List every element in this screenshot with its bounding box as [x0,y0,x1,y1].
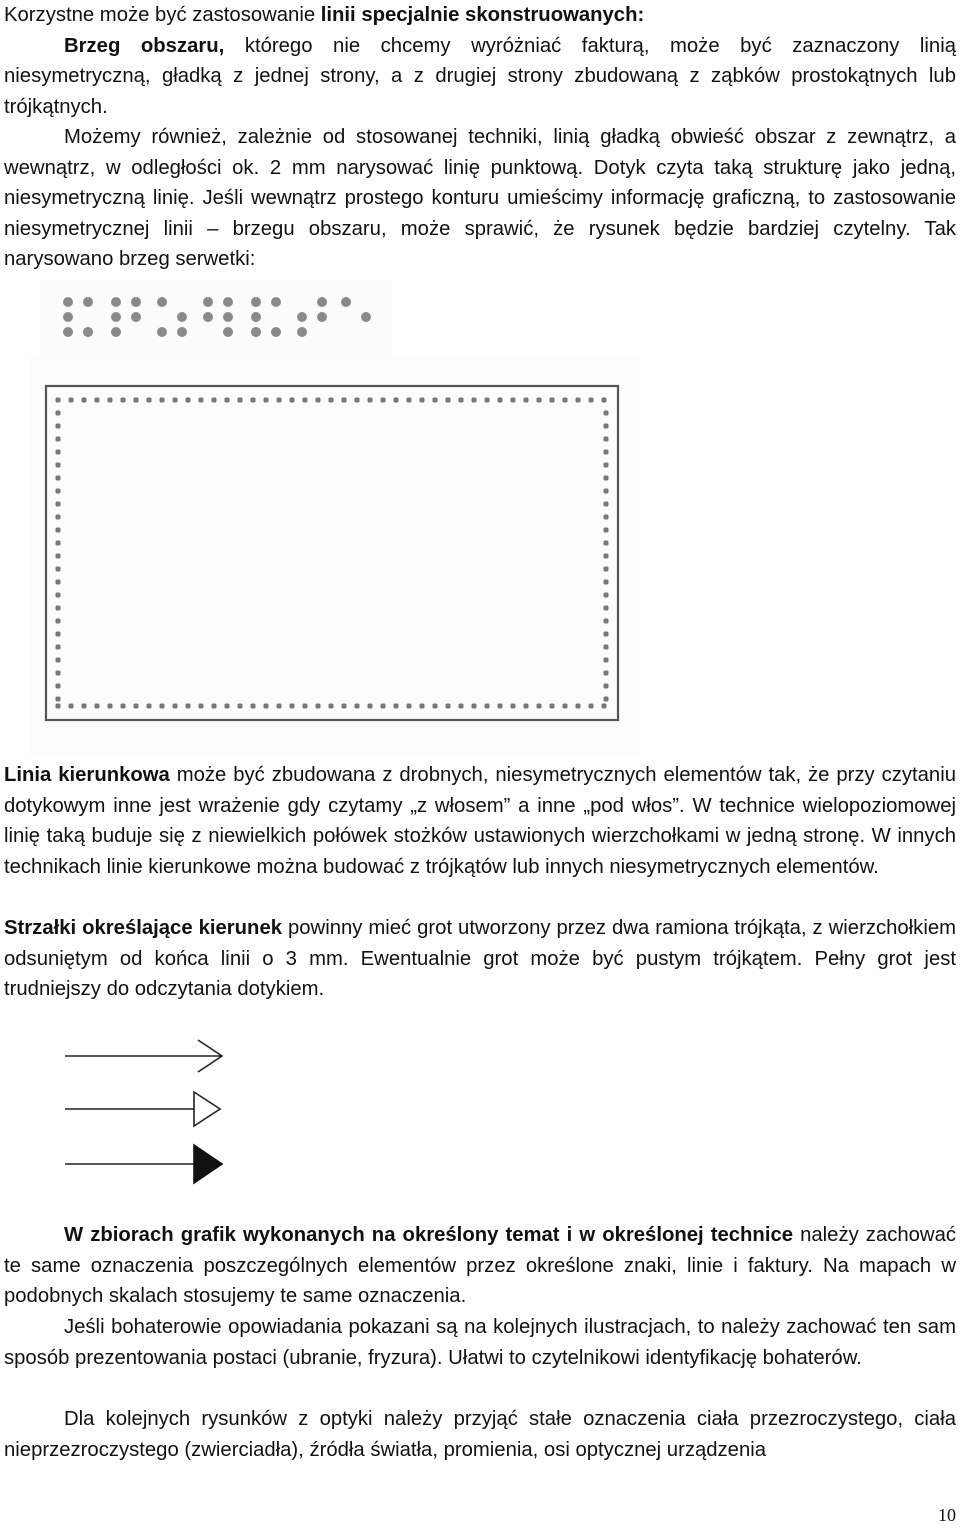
napkin-dot [56,567,61,572]
napkin-dot [264,398,269,403]
napkin-dot [589,398,594,403]
napkin-dot [485,398,490,403]
napkin-dot [550,704,555,709]
napkin-dot [56,463,61,468]
braille-dot [177,327,187,337]
napkin-dot [604,502,609,507]
direction-line-bold: Linia kierunkowa [4,764,170,786]
braille-dot [271,297,281,307]
dotted-line-text: Możemy również, zależnie od stosowanej techniki, linią gładką obwieść obszar z zewnątrz, a wewnątrz, w odległości ok. 2 mm narysować linię punktową. Dotyk czyta taką strukturę jako jedną, niesymetryczną linię. Jeśli wewnątrz prostego konturu umieścimy informację graficzną, to zastosowanie niesymetrycznej linii – brzegu obszaru, może sprawić, że rysunek będzie bardziej czytelny. Tak narysowano brzeg serwetki: [4,126,956,271]
arrows-bold: Strzałki określające kierunek [4,917,283,939]
arrows-text: powinny mieć grot utworzony przez dwa ramiona trójkąta, z wierzchołkiem odsuniętym od końca linii o 3 mm. Ewentualnie grot może być pustym trójkątem. Pełny grot jest trudniejszy do odczytania dotykiem. [4,917,957,1001]
braille-dot [157,327,167,337]
area-edge-bold: Brzeg obszaru, [64,34,225,57]
napkin-dot [511,398,516,403]
intro-line [4,0,956,31]
braille-dot [317,297,327,307]
napkin-dot [56,554,61,559]
napkin-dot [56,411,61,416]
napkin-dot [576,398,581,403]
arrow-hollow-triangle-icon [65,1092,220,1126]
braille-dot [361,312,371,322]
napkin-outer-line [46,386,618,720]
napkin-dot [485,704,490,709]
napkin-dot [238,704,243,709]
napkin-dot [56,697,61,702]
napkin-dot [69,398,74,403]
braille-dot [203,312,213,322]
napkin-dot [602,704,607,709]
paragraph-dotted-line [4,122,956,275]
paragraph-area-edge [4,31,956,123]
paragraph-arrows [4,913,956,1005]
braille-dot [111,297,121,307]
napkin-dot [290,398,295,403]
napkin-dot [56,671,61,676]
napkin-dot [604,645,609,650]
napkin-dot [604,476,609,481]
napkin-dot [56,489,61,494]
braille-dot [341,297,351,307]
napkin-dot [604,593,609,598]
napkin-dot [108,704,113,709]
napkin-dot [316,704,321,709]
napkin-dot [563,398,568,403]
braille-dot [223,327,233,337]
napkin-dot [604,671,609,676]
napkin-dot [472,704,477,709]
napkin-dot [199,704,204,709]
braille-dot [271,327,281,337]
napkin-dot [604,515,609,520]
napkin-dot [604,411,609,416]
napkin-dot [56,450,61,455]
napkin-border-image [30,356,640,756]
napkin-dot [82,704,87,709]
napkin-dot [173,704,178,709]
napkin-dot [56,515,61,520]
napkin-dot [420,398,425,403]
napkin-dot [56,398,61,403]
napkin-dot [56,593,61,598]
braille-dot [63,327,73,337]
napkin-dot [69,704,74,709]
napkin-dot [277,704,282,709]
napkin-dot [160,398,165,403]
napkin-dot [56,684,61,689]
napkin-dot [160,704,165,709]
napkin-dot [329,704,334,709]
braille-dot [251,312,261,322]
napkin-dot [108,398,113,403]
napkin-dot [604,554,609,559]
arrow-examples-figure [60,1030,240,1195]
napkin-dot [524,398,529,403]
napkin-dot [563,704,568,709]
napkin-dot [604,463,609,468]
braille-dot [223,297,233,307]
napkin-dot [56,619,61,624]
braille-dot [317,312,327,322]
paragraph-direction-line [4,760,956,882]
napkin-dot [121,398,126,403]
paragraph-characters [4,1312,956,1373]
area-edge-text: którego nie chcemy wyróżniać fakturą, może być zaznaczony linią niesymetryczną, gładką z jednej strony, a z drugiej strony zbudowaną z ząbków prostokątnych lub trójkątnych. [4,34,956,118]
napkin-dot [604,658,609,663]
napkin-dot [394,398,399,403]
napkin-dot [604,437,609,442]
napkin-dot [524,704,529,709]
braille-dot [297,327,307,337]
napkin-dot [56,658,61,663]
napkin-dot [407,398,412,403]
napkin-dot [459,398,464,403]
napkin-dot [604,632,609,637]
napkin-dot [56,606,61,611]
napkin-dot [225,398,230,403]
napkin-dot [355,398,360,403]
napkin-dot [251,398,256,403]
napkin-dot [56,541,61,546]
braille-dot [131,297,141,307]
braille-dot [131,312,141,322]
braille-dot [297,312,307,322]
paragraph-consistency [4,1220,956,1312]
arrow-filled-triangle-icon [65,1145,222,1183]
napkin-dot [407,704,412,709]
napkin-dot [199,398,204,403]
napkin-dot [459,704,464,709]
napkin-dot [329,398,334,403]
napkin-dot [225,704,230,709]
napkin-dot [604,580,609,585]
characters-text: Jeśli bohaterowie opowiadania pokazani są na kolejnych ilustracjach, to należy zachować ten sam sposób prezentowania postaci (ubranie, fryzura). Ułatwi to czytelnikowi identyfikację bohaterów. [4,1316,956,1369]
napkin-dot [212,398,217,403]
napkin-dot [498,398,503,403]
napkin-dot [56,424,61,429]
napkin-dot [433,704,438,709]
napkin-dot [472,398,477,403]
braille-dot [83,297,93,307]
page-number: 10 [938,1505,956,1525]
napkin-dot [56,704,61,709]
napkin-dot [446,398,451,403]
napkin-dot [56,476,61,481]
napkin-dot [604,697,609,702]
braille-dot [157,297,167,307]
napkin-dot [604,541,609,546]
napkin-border [30,356,640,756]
napkin-dot [433,398,438,403]
napkin-dot [604,450,609,455]
napkin-dot [342,398,347,403]
arrow-examples [60,1030,240,1195]
napkin-dot [56,502,61,507]
napkin-dot [186,398,191,403]
braille-dot [111,327,121,337]
napkin-dot [173,398,178,403]
napkin-dot [277,398,282,403]
napkin-dot [303,398,308,403]
braille-dots [40,280,392,356]
direction-line-text: może być zbudowana z drobnych, niesymetrycznych elementów tak, że przy czytaniu dotykowym inne jest wrażenie gdy czytamy „z włosem” a inne „pod włos”. W technice wielopoziomowej linię taką buduje się z niewielkich połówek stożków ustawionych wierzchołkami w jedną stronę. W innych technikach linie kierunkowe można budować z trójkątów lub innych niesymetrycznych elementów. [4,764,956,878]
napkin-dot [604,684,609,689]
braille-dot [63,297,73,307]
napkin-dot [604,489,609,494]
consistency-bold: W zbiorach grafik wykonanych na określony temat i w określonej technice [64,1224,794,1246]
napkin-dot [589,704,594,709]
napkin-dot [264,704,269,709]
braille-dot [251,297,261,307]
napkin-dot [420,704,425,709]
napkin-dot [95,398,100,403]
napkin-dot [604,619,609,624]
napkin-dotted-line [56,398,609,709]
napkin-dot [316,398,321,403]
napkin-dot [121,704,126,709]
optics-text: Dla kolejnych rysunków z optyki należy przyjąć stałe oznaczenia ciała przezroczystego, ciała nieprzezroczystego (zwierciadła), źródła światła, promienia, osi optycznej urządzenia [4,1408,956,1461]
napkin-dot [394,704,399,709]
consistency-text: należy zachować te same oznaczenia poszczególnych elementów przez określone znaki, linie i faktury. Na mapach w podobnych skalach stosujemy te same oznaczenia. [4,1224,956,1308]
braille-dot [223,312,233,322]
intro-text: Korzystne może być zastosowanie [4,4,321,26]
braille-dot [203,297,213,307]
napkin-dot [238,398,243,403]
paragraph-optics [4,1404,956,1465]
napkin-dot [537,704,542,709]
napkin-dot [550,398,555,403]
napkin-dot [604,606,609,611]
braille-dot [177,312,187,322]
arrow-open-head-icon [65,1040,222,1072]
napkin-dot [355,704,360,709]
napkin-dot [368,704,373,709]
napkin-dot [381,704,386,709]
napkin-dot [303,704,308,709]
napkin-dot [498,704,503,709]
braille-dot [63,312,73,322]
napkin-dot [604,528,609,533]
napkin-dot [56,528,61,533]
napkin-dot [604,567,609,572]
intro-bold: linii specjalnie skonstruowanych: [320,4,645,26]
napkin-dot [186,704,191,709]
napkin-dot [537,398,542,403]
napkin-dot [604,424,609,429]
napkin-dot [576,704,581,709]
napkin-dot [56,632,61,637]
napkin-dot [82,398,87,403]
napkin-dot [342,704,347,709]
napkin-dot [147,704,152,709]
napkin-dot [602,398,607,403]
napkin-dot [134,704,139,709]
napkin-dot [95,704,100,709]
braille-label-image [40,280,392,356]
napkin-dot [290,704,295,709]
napkin-dot [251,704,256,709]
napkin-dot [134,398,139,403]
napkin-dot [147,398,152,403]
napkin-dot [56,580,61,585]
napkin-dot [381,398,386,403]
braille-dot [83,327,93,337]
napkin-dot [56,437,61,442]
napkin-dot [511,704,516,709]
napkin-dot [446,704,451,709]
napkin-dot [212,704,217,709]
napkin-dot [368,398,373,403]
braille-dot [251,327,261,337]
napkin-dot [56,645,61,650]
braille-dot [111,312,121,322]
